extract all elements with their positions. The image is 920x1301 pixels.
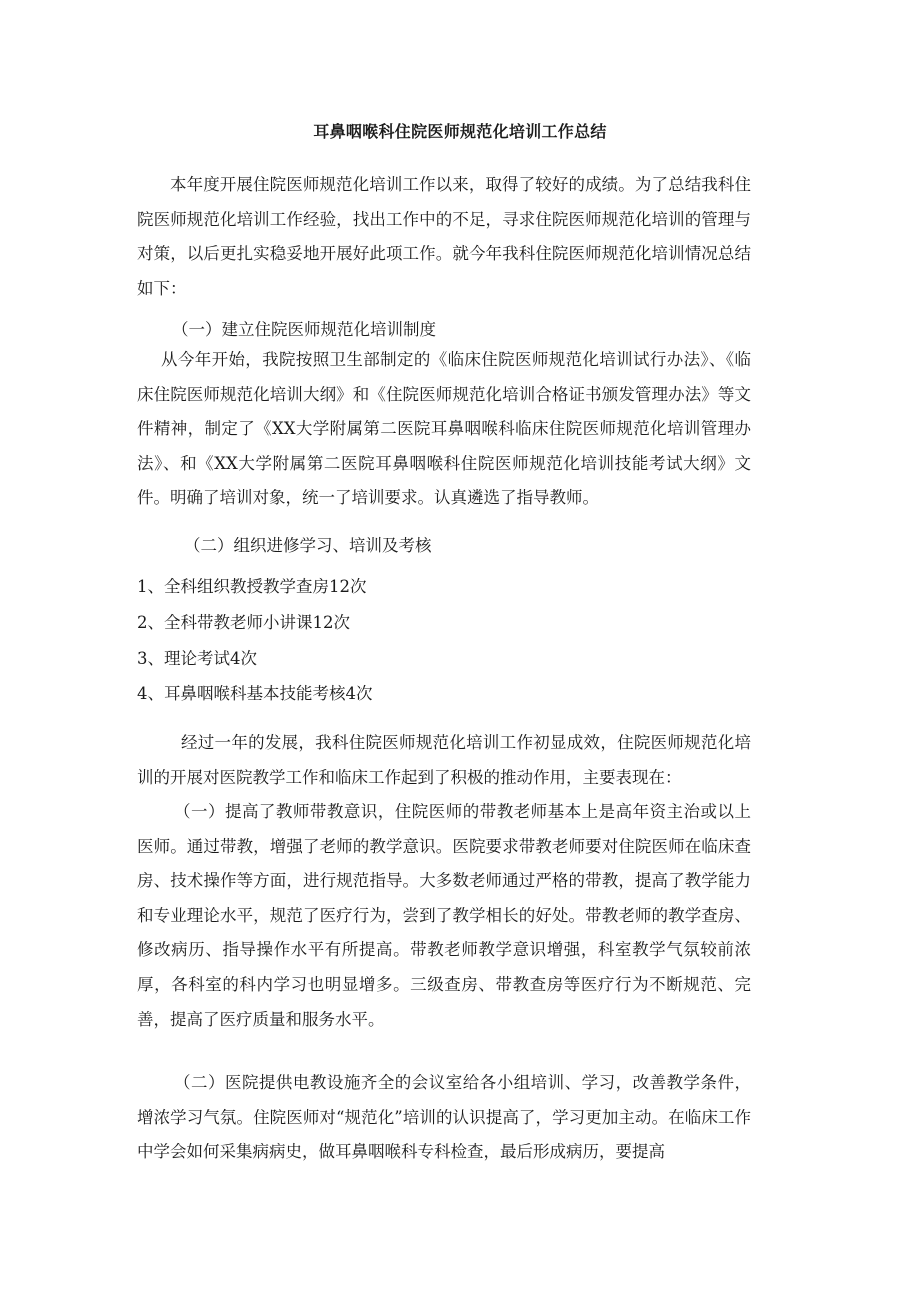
section-1-paragraph: 从今年开始，我院按照卫生部制定的《临床住院医师规范化培训试行办法》、《临床住院医师规范化培训大纲》和《住院医师规范化培训合格证书颁发管理办法》等文件精神，制定了《XX大学附属第二医院耳鼻咽喉科临床住院医师规范化培训管理办法》、和《XX大学附属第二医院耳鼻咽喉科住院医师规范化培训技能考试大纲》文件。明确了培训对象，统一了培训要求。认真遴选了指导教师。 <box>137 350 751 508</box>
summary-paragraph: 经过一年的发展，我科住院医师规范化培训工作初显成效，住院医师规范化培训的开展对医院教学工作和临床工作起到了积极的推动作用，主要表现在： <box>137 733 751 787</box>
list-item: 1、全科组织教授教学查房12次 <box>137 577 367 596</box>
list-item: 4、耳鼻咽喉科基本技能考核4次 <box>137 684 373 703</box>
section-heading-2: （二）组织进修学习、培训及考核 <box>184 536 432 555</box>
list-item: 3、理论考试4次 <box>137 649 257 668</box>
list-item: 2、全科带教老师小讲课12次 <box>137 613 350 632</box>
intro-paragraph: 本年度开展住院医师规范化培训工作以来，取得了较好的成绩。为了总结我科住院医师规范化培训工作经验，找出工作中的不足，寻求住院医师规范化培训的管理与对策，以后更扎实稳妥地开展好此项工作。就今年我科住院医师规范化培训情况总结如下： <box>137 175 751 298</box>
document-title: 耳鼻咽喉科住院医师规范化培训工作总结 <box>313 122 607 141</box>
effect-1-paragraph: （一）提高了教师带教意识，住院医师的带教老师基本上是高年资主治或以上医师。通过带教，增强了老师的教学意识。医院要求带教老师要对住院医师在临床查房、技术操作等方面，进行规范指导。大多数老师通过严格的带教，提高了教学能力和专业理论水平，规范了医疗行为，尝到了教学相长的好处。带教老师的教学查房、修改病历、指导操作水平有所提高。带教老师教学意识增强，科室教学气氛较前浓厚，各科室的科内学习也明显增多。三级查房、带教查房等医疗行为不断规范、完善，提高了医疗质量和服务水平。 <box>137 802 751 1029</box>
effect-2-paragraph: （二）医院提供电教设施齐全的会议室给各小组培训、学习，改善教学条件，增浓学习气氛。住院医师对“规范化”培训的认识提高了，学习更加主动。在临床工作中学会如何采集病病史，做耳鼻咽喉科专科检查，最后形成病历，要提高 <box>137 1073 751 1162</box>
section-heading-1: （一）建立住院医师规范化培训制度 <box>172 320 436 339</box>
